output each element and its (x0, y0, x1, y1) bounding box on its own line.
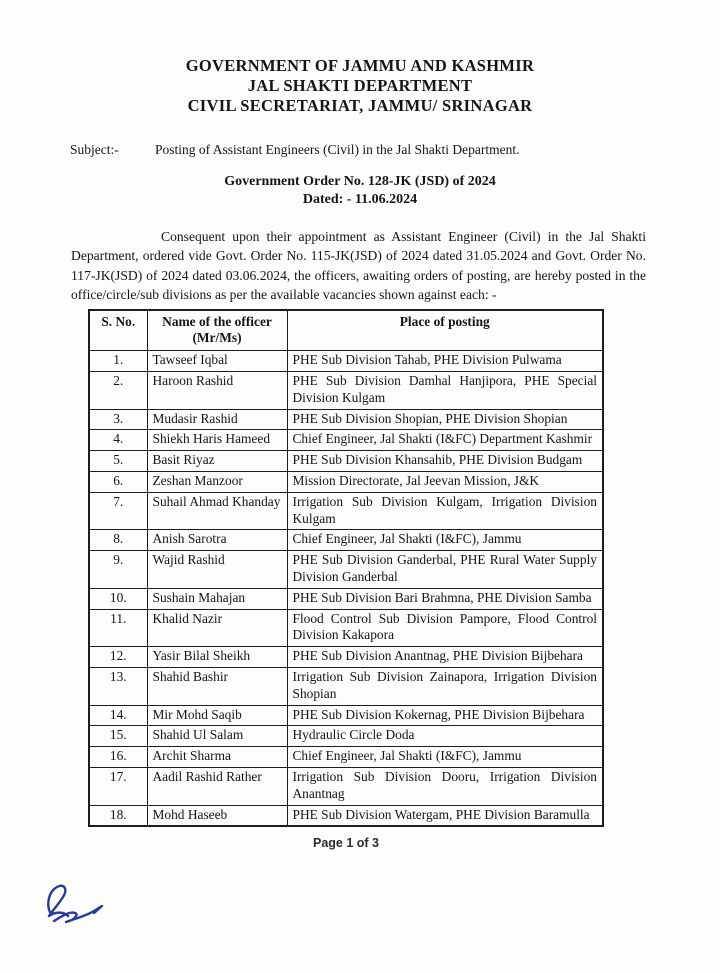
table-row (89, 430, 603, 451)
posting-cell: Irrigation Sub Division Zainapora, Irrigation Division Shopian (287, 667, 603, 705)
officer-name-cell: Anish Sarotra (147, 530, 287, 551)
table-row (89, 372, 603, 410)
signature-mark (44, 880, 110, 930)
serial-cell: 16. (89, 747, 147, 768)
serial-cell: 3. (89, 409, 147, 430)
table-row (89, 747, 603, 768)
officer-name-cell: Wajid Rashid (147, 551, 287, 589)
order-block (0, 173, 720, 209)
serial-cell: 7. (89, 492, 147, 530)
officer-name-cell: Yasir Bilal Sheikh (147, 647, 287, 668)
table-row (89, 472, 603, 493)
officer-name-cell: Mohd Haseeb (147, 805, 287, 826)
table-row (89, 767, 603, 805)
posting-cell: PHE Sub Division Shopian, PHE Division Shopian (287, 409, 603, 430)
table-row (89, 609, 603, 647)
posting-cell: Flood Control Sub Division Pampore, Flood Control Division Kakapora (287, 609, 603, 647)
subject-row (70, 142, 648, 158)
serial-cell: 10. (89, 588, 147, 609)
officer-name-cell: Mir Mohd Saqib (147, 705, 287, 726)
officer-name-cell: Archit Sharma (147, 747, 287, 768)
table-header-name (147, 310, 287, 351)
table-row (89, 647, 603, 668)
table-row (89, 492, 603, 530)
officer-name-cell: Shiekh Haris Hameed (147, 430, 287, 451)
table-row (89, 667, 603, 705)
serial-cell: 12. (89, 647, 147, 668)
page-title-line-2: JAL SHAKTI DEPARTMENT (247, 76, 473, 95)
posting-cell: Irrigation Sub Division Dooru, Irrigation Division Anantnag (287, 767, 603, 805)
subject-label: Subject:- (70, 142, 119, 157)
subject-text: Posting of Assistant Engineers (Civil) in the Jal Shakti Department. (155, 142, 520, 157)
posting-cell: PHE Sub Division Anantnag, PHE Division Bijbehara (287, 647, 603, 668)
document-header (0, 0, 720, 116)
officer-name-cell: Zeshan Manzoor (147, 472, 287, 493)
posting-cell: PHE Sub Division Ganderbal, PHE Rural Water Supply Division Ganderbal (287, 551, 603, 589)
posting-cell: PHE Sub Division Kokernag, PHE Division Bijbehara (287, 705, 603, 726)
serial-cell: 15. (89, 726, 147, 747)
table-row (89, 588, 603, 609)
serial-cell: 2. (89, 372, 147, 410)
table-header-name-line1: Name of the officer (162, 313, 272, 329)
posting-cell: Chief Engineer, Jal Shakti (I&FC), Jammu (287, 747, 603, 768)
table-header-row (89, 310, 603, 351)
posting-cell: Chief Engineer, Jal Shakti (I&FC), Jammu (287, 530, 603, 551)
posting-cell: Irrigation Sub Division Kulgam, Irrigation Division Kulgam (287, 492, 603, 530)
officer-name-cell: Shahid Ul Salam (147, 726, 287, 747)
posting-cell: PHE Sub Division Watergam, PHE Division Baramulla (287, 805, 603, 826)
serial-cell: 8. (89, 530, 147, 551)
posting-cell: Chief Engineer, Jal Shakti (I&FC) Department Kashmir (287, 430, 603, 451)
officer-name-cell: Haroon Rashid (147, 372, 287, 410)
officer-name-cell: Basit Riyaz (147, 451, 287, 472)
order-date-line: Dated: - 11.06.2024 (302, 192, 418, 207)
officer-name-cell: Shahid Bashir (147, 667, 287, 705)
officer-name-cell: Mudasir Rashid (147, 409, 287, 430)
postings-table (88, 309, 604, 828)
serial-cell: 1. (89, 351, 147, 372)
posting-cell: PHE Sub Division Bari Brahmna, PHE Division Samba (287, 588, 603, 609)
posting-cell: Mission Directorate, Jal Jeevan Mission, J&K (287, 472, 603, 493)
posting-cell: Hydraulic Circle Doda (287, 726, 603, 747)
serial-cell: 11. (89, 609, 147, 647)
officer-name-cell: Sushain Mahajan (147, 588, 287, 609)
serial-cell: 5. (89, 451, 147, 472)
page-title-line-3: CIVIL SECRETARIAT, JAMMU/ SRINAGAR (187, 96, 533, 115)
serial-cell: 9. (89, 551, 147, 589)
table-row (89, 551, 603, 589)
order-number-line: Government Order No. 128-JK (JSD) of 2024 (224, 174, 496, 189)
posting-cell: PHE Sub Division Tahab, PHE Division Pulwama (287, 351, 603, 372)
posting-cell: PHE Sub Division Damhal Hanjipora, PHE Special Division Kulgam (287, 372, 603, 410)
officer-name-cell: Khalid Nazir (147, 609, 287, 647)
serial-cell: 18. (89, 805, 147, 826)
table-row (89, 726, 603, 747)
serial-cell: 14. (89, 705, 147, 726)
serial-cell: 6. (89, 472, 147, 493)
table-header-posting: Place of posting (287, 310, 603, 351)
table-row (89, 351, 603, 372)
table-header-sno: S. No. (89, 310, 147, 351)
page-number: Page 1 of 3 (313, 836, 379, 851)
page-title-line-1: GOVERNMENT OF JAMMU AND KASHMIR (185, 56, 535, 75)
officer-name-cell: Suhail Ahmad Khanday (147, 492, 287, 530)
table-row (89, 705, 603, 726)
serial-cell: 13. (89, 667, 147, 705)
posting-cell: PHE Sub Division Khansahib, PHE Division Budgam (287, 451, 603, 472)
table-row (89, 530, 603, 551)
table-row (89, 409, 603, 430)
table-row (89, 805, 603, 826)
serial-cell: 17. (89, 767, 147, 805)
serial-cell: 4. (89, 430, 147, 451)
officer-name-cell: Tawseef Iqbal (147, 351, 287, 372)
table-header-name-line2: (Mr/Ms) (192, 330, 242, 346)
officer-name-cell: Aadil Rashid Rather (147, 767, 287, 805)
table-row (89, 451, 603, 472)
body-paragraph: Consequent upon their appointment as Assistant Engineer (Civil) in the Jal Shakti Department, ordered vide Govt. Order No. 115-JK(JSD) of 2024 dated 31.05.2024 and Govt. Order No. 117-JK(JSD) of 2024 dated 03.06.2024, the officers, awaiting orders of posting, are hereby posted in the office/circle/sub divisions as per the available vacancies shown against each: - (71, 229, 646, 303)
